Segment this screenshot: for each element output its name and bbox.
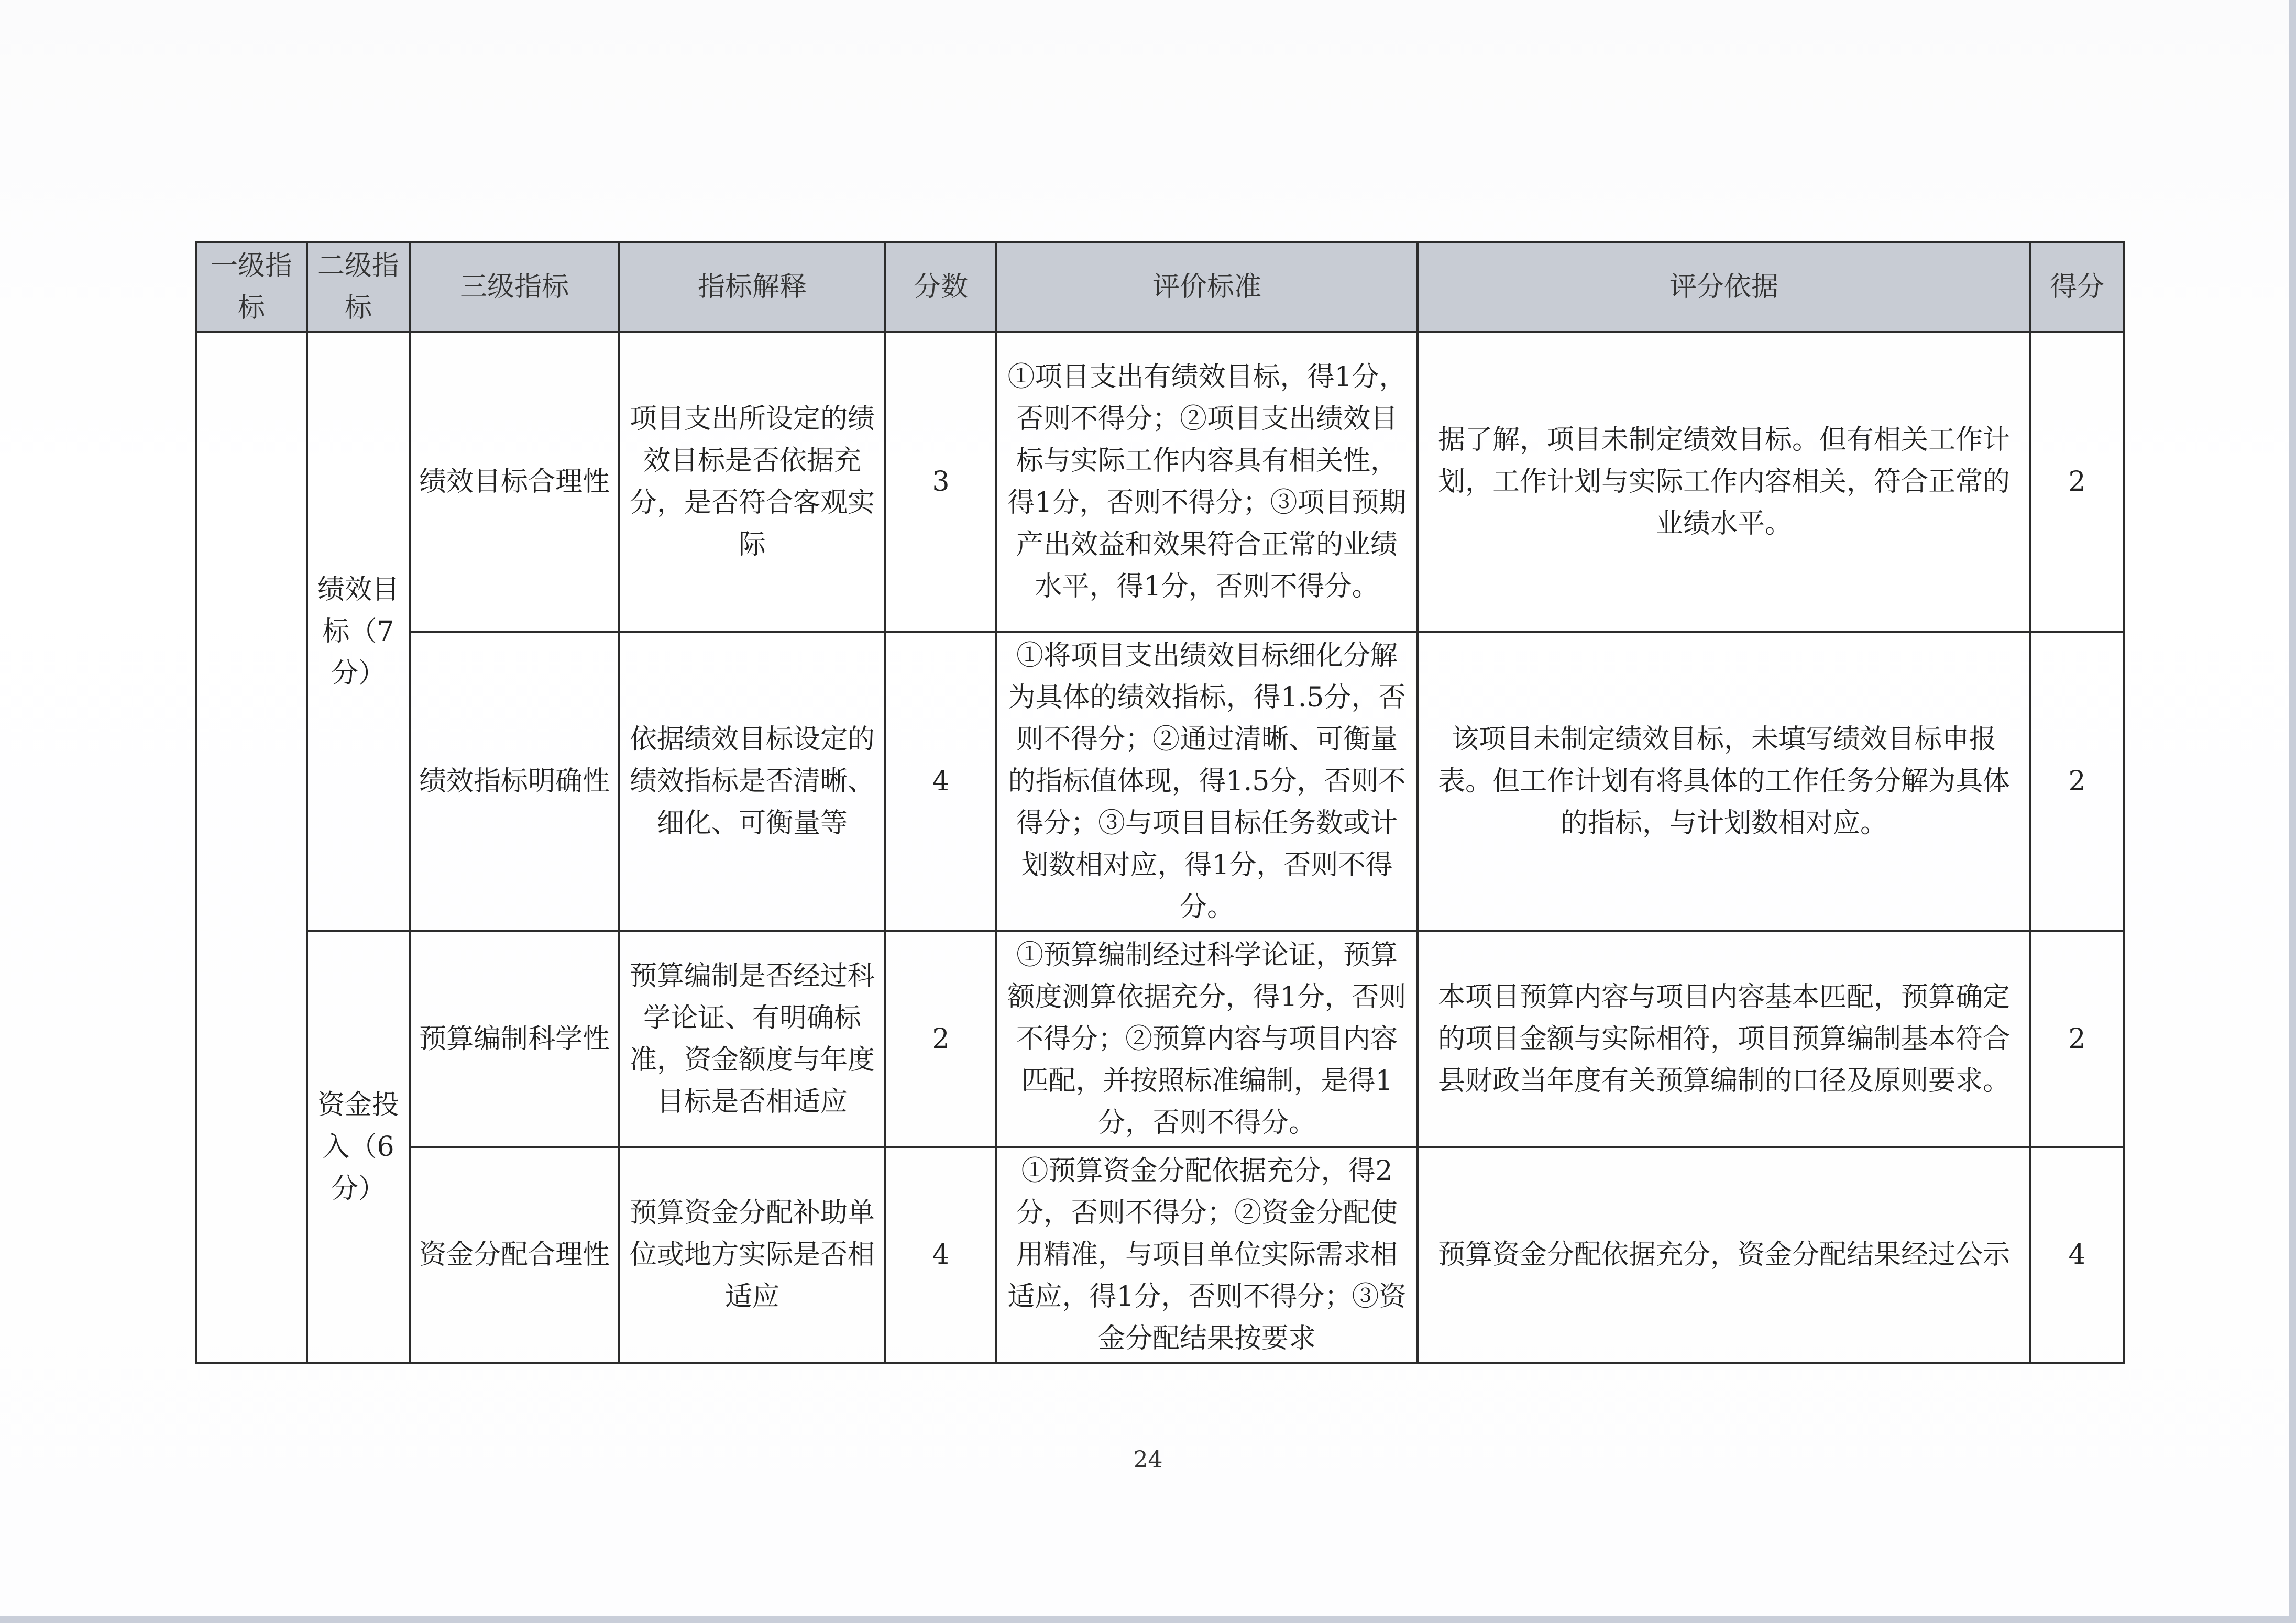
- score-cell: 2: [885, 931, 996, 1147]
- header-level2: 二级指标: [307, 242, 410, 332]
- score-cell: 4: [885, 632, 996, 931]
- criteria-cell: ①项目支出有绩效目标，得1分，否则不得分；②项目支出绩效目标与实际工作内容具有相关性，得1分，否则不得分；③项目预期产出效益和效果符合正常的业绩水平，得1分，否则不得分。: [996, 332, 1418, 632]
- basis-cell: 本项目预算内容与项目内容基本匹配，预算确定的项目金额与实际相符，项目预算编制基本符合县财政当年度有关预算编制的口径及原则要求。: [1418, 931, 2030, 1147]
- criteria-cell: ①预算资金分配依据充分，得2分，否则不得分；②资金分配使用精准，与项目单位实际需求相适应，得1分，否则不得分；③资金分配结果按要求: [996, 1147, 1418, 1363]
- header-row: [196, 242, 2124, 332]
- level3-cell: 绩效目标合理性: [410, 332, 619, 632]
- explanation-cell: 预算编制是否经过科学论证、有明确标准，资金额度与年度目标是否相适应: [619, 931, 885, 1147]
- level2-cell: 绩效目标（7分）: [307, 332, 410, 931]
- level3-cell: 预算编制科学性: [410, 931, 619, 1147]
- header-score: 分数: [885, 242, 996, 332]
- table-row: [196, 632, 2124, 931]
- basis-cell: 据了解，项目未制定绩效目标。但有相关工作计划，工作计划与实际工作内容相关，符合正常的业绩水平。: [1418, 332, 2030, 632]
- header-result: 得分: [2030, 242, 2124, 332]
- scan-edge-right: [2289, 0, 2296, 1623]
- header-level3: 三级指标: [410, 242, 619, 332]
- table-row: [196, 1147, 2124, 1363]
- evaluation-table: [195, 241, 2125, 1364]
- header-level1: 一级指标: [196, 242, 307, 332]
- explanation-cell: 依据绩效目标设定的绩效指标是否清晰、细化、可衡量等: [619, 632, 885, 931]
- scan-edge-bottom: [0, 1616, 2296, 1623]
- basis-cell: 该项目未制定绩效目标，未填写绩效目标申报表。但工作计划有将具体的工作任务分解为具体的指标，与计划数相对应。: [1418, 632, 2030, 931]
- result-cell: 2: [2030, 931, 2124, 1147]
- basis-cell: 预算资金分配依据充分，资金分配结果经过公示: [1418, 1147, 2030, 1363]
- header-explanation: 指标解释: [619, 242, 885, 332]
- score-cell: 4: [885, 1147, 996, 1363]
- criteria-cell: ①将项目支出绩效目标细化分解为具体的绩效指标，得1.5分，否则不得分；②通过清晰、可衡量的指标值体现，得1.5分，否则不得分；③与项目目标任务数或计划数相对应，得1分，否则不得分。: [996, 632, 1418, 931]
- level1-cell-empty: [196, 332, 307, 1363]
- page-number: 24: [1133, 1447, 1163, 1473]
- score-cell: 3: [885, 332, 996, 632]
- result-cell: 4: [2030, 1147, 2124, 1363]
- criteria-cell: ①预算编制经过科学论证，预算额度测算依据充分，得1分，否则不得分；②预算内容与项目内容匹配，并按照标准编制，是得1分，否则不得分。: [996, 931, 1418, 1147]
- header-criteria: 评价标准: [996, 242, 1418, 332]
- result-cell: 2: [2030, 332, 2124, 632]
- header-basis: 评分依据: [1418, 242, 2030, 332]
- level2-cell: 资金投入（6分）: [307, 931, 410, 1363]
- explanation-cell: 项目支出所设定的绩效目标是否依据充分，是否符合客观实际: [619, 332, 885, 632]
- result-cell: 2: [2030, 632, 2124, 931]
- table-row: [196, 931, 2124, 1147]
- explanation-cell: 预算资金分配补助单位或地方实际是否相适应: [619, 1147, 885, 1363]
- level3-cell: 绩效指标明确性: [410, 632, 619, 931]
- level3-cell: 资金分配合理性: [410, 1147, 619, 1363]
- table-row: [196, 332, 2124, 632]
